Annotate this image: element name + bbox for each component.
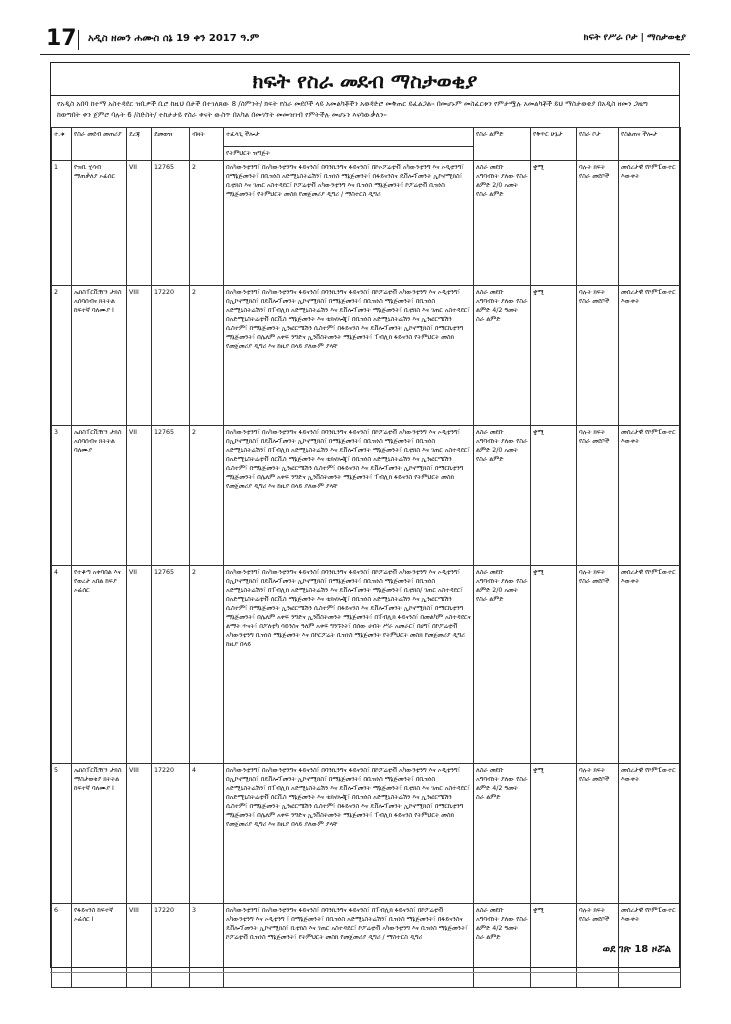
cell-no: 5 [52, 764, 72, 904]
header-education: የትምህርት ዝግጅት [224, 147, 474, 161]
cell-no: 1 [52, 161, 72, 286]
header-other: የስልጠና ችሎታ [619, 128, 681, 161]
cell-count: 2 [190, 286, 224, 426]
cell-other: መሰረታዊ የኮምፒውተር እውቀት [619, 161, 681, 286]
cell-grade: VIII [127, 904, 152, 988]
cell-grade: VIII [127, 286, 152, 426]
header-grade: ደረጃ [127, 128, 152, 161]
cell-position: የተቆጣ አቀባበል እና የወረታ አበል ከፍያ ኦፊሰር [72, 566, 127, 764]
cell-count: 2 [190, 426, 224, 566]
cell-education: በአካውንቲንግ፣ በአካውንቲንግና ፋይናንስ፣ በባንኪንግና ፋይናንስ፣ በኮኦፖሬቲቭ አካውንቲንግ እና ኦዲቲንግ፣ በማኔጅመንት፣ በቢዝነስ አድሚኒስትሬሽን፣ ቢዝነስ ማኔጅመንት፣ በፋይናንስና ዴቨሎፕመንት ኢኮኖሚክስ፣ ቢቲክስ እና ገጠር አስተዳደር፣ ኮፖሬቲቭ አካውንቲንግ እና ቢዝነስ ማኔጅመንት፣ ኮፖሬቲቭ ቢዝነስ ማኔጅመንት፣ የትምህርት መስክ የመጀመሪያ ዲግሪ / ማስተርስ ዲግሪ [224, 161, 474, 286]
jobs-table [51, 127, 681, 988]
header-workplace: የስራ ቦታ [577, 128, 619, 161]
cell-workplace: ባሉት ክፍት የስራ መደቦች [577, 904, 619, 988]
masthead [40, 26, 690, 55]
cell-salary: 12765 [152, 426, 190, 566]
cell-workplace: ባሉት ክፍት የስራ መደቦች [577, 426, 619, 566]
cell-count: 2 [190, 161, 224, 286]
cell-position: የፋይናንስ ከፍተኛ ኦፊሰር I [72, 904, 127, 988]
cell-position: ኤክስፐርቪዥን ታክስ ማስታወቂያ ክትትል ከፍተኛ ባለሙያ I [72, 764, 127, 904]
cell-employment: ቋሚ [531, 286, 577, 426]
cell-no: 4 [52, 566, 72, 764]
cell-salary: 12765 [152, 161, 190, 286]
cell-employment: ቋሚ [531, 904, 577, 988]
cell-other: መሰረታዊ የኮምፒውተር እውቀት [619, 286, 681, 426]
cell-employment: ቋሚ [531, 161, 577, 286]
cell-education: በአካውንቲንግ፣ በአካውንቲንግና ፋይናንስ፣ በባንኪንግና ፋይናንስ፣ በኮፖሬቲቭ አካውንቲንግ እና ኦዲቲንግ፣ በኢኮኖሚክስ፣ በዴቨሎፕመንት ኢኮኖሚክስ፣ በማኔጅመንት፣ በቢዝነስ ማኔጅመንት፣ በቢዝነስ አድሚኒስትሬሽን፣ በፐብሊክ አድሚኒስትሬሽን እና ዴቨሎፕመንት ማኔጅመንት፣ ቢቲክስ/ ገጠር አስተዳደር፣ በአድሚኒስትሬቲቭ ሰርቪስ ማኔጅመንት እና ቴክኖሎጂ፣ በቢዝነስ አድሚኒስትሬሽን እና ኢንፎርሜሽን ሲስተም፣ በማኔጅመንት ኢንፎርሜሽን ሲስተም፣ በፋይናንስ እና ዴቨሎፕመንት ኢኮኖሚክስ፣ በማርኬቲንግ ማኔጅመንት፣ በሌለም አቀፍ ንግድና ኢንቨስትመንት ማኔጅመንት፣ በፐብሊክ ፋይናንስ፣ በመልካም አስተዳደርና ልማት ጥናት፣ በፖለቲካ ሳይንስና ዓለም አቀፍ ግንኙነት፣ በሰው ሀብት ሥራ አመራር፣ በሀግ፣ በኮፖሬቲቭ አካውንቲንግ ቢዝነስ ማኔጅመንት እና በኮርፖሬት ቢዝነስ ማኔጅመንት የትምህርት መስክ የመጀመሪያ ዲግሪ ከዚያ በላይ [224, 566, 474, 764]
cell-grade: VII [127, 566, 152, 764]
cell-employment: ቋሚ [531, 764, 577, 904]
cell-salary: 17220 [152, 286, 190, 426]
table-row [52, 764, 681, 904]
header-requirements: ተፈላጊ ችሎታ [224, 128, 474, 147]
header-experience: የስራ ልምድ [474, 128, 531, 161]
cell-count: 4 [190, 764, 224, 904]
table-header-row [52, 128, 681, 147]
table-row [52, 161, 681, 286]
cell-experience: ለስራ መደቡ አግባብነት ያለው የስራ ልምድ 2/0 አመት የስራ ልምድ [474, 161, 531, 286]
cell-workplace: ባሉት ክፍት የስራ መደቦች [577, 286, 619, 426]
cell-education: በአካውንቲንግ፣ በአካውንቲንግና ፋይናንስ፣ በባንኪንግና ፋይናንስ፣ በኮፖሬቲቭ አካውንቲንግ እና ኦዲቲንግ፣ በኢኮኖሚክስ፣ በዴቨሎፕመንት ኢኮኖሚክስ፣ በማኔጅመንት፣ በቢዝነስ ማኔጅመንት፣ በቢዝነስ አድሚኒስትሬሽን፣ በፐብሊክ አድሚኒስትሬሽን እና ዴቨሎፕመንት ማኔጅመንት፣ ቢቲክስ እና ገጠር አስተዳደር፣ በአድሚኒስትሬቲቭ ሰርቪስ ማኔጅመንት እና ቴክኖሎጂ፣ በቢዝነስ አድሚኒስትሬሽን እና ኢንፎርሜሽን ሲስተም፣ በማኔጅመንት ኢንፎርሜሽን ሲስተም፣ በፋይናንስ እና ዴቨሎፕመንት ኢኮኖሚክስ፣ በማርኬቲንግ ማኔጅመንት፣ በሌለም አቀፍ ንግድና ኢንቨስትመንት ማኔጅመንት፣ ፐብሊክ ፋይናንስ የትምህርት መስክ የመጀመሪያ ዲግሪ እና ከዚያ በላይ ያለውም ያላቸ [224, 426, 474, 566]
newspaper-date-line: አዲስ ዘመን ሐሙስ ሰኔ 19 ቀን 2017 ዓ.ም [88, 33, 260, 44]
header-position: የስራ መደብ መጠሪያ [72, 128, 127, 161]
cell-no: 3 [52, 426, 72, 566]
header-employment: የቅጥር ሁኔታ [531, 128, 577, 161]
table-row [52, 426, 681, 566]
cell-workplace: ባሉት ክፍት የስራ መደቦች [577, 566, 619, 764]
job-notice-box [50, 62, 680, 968]
cell-workplace: ባሉት ክፍት የስራ መደቦች [577, 161, 619, 286]
cell-position: የዝቢ ሂሳብ ማጠቃለያ ኦፊሰር [72, 161, 127, 286]
cell-other: መሰረታዊ የኮምፒውተር እውቀት [619, 426, 681, 566]
cell-no: 2 [52, 286, 72, 426]
cell-experience: ለስራ መደቡ አግባብነት ያለው የስራ ልምድ 4/2 ዓመት ስራ ልምድ [474, 286, 531, 426]
cell-position: ኤክስፐርቪዥን ታክስ አሰባሰብና ክትትል ባለሙያ [72, 426, 127, 566]
notice-title: ክፍት የስራ መደብ ማስታወቂያ [252, 69, 478, 93]
cell-grade: VIII [127, 764, 152, 904]
notice-intro: የአዲስ አበባ ከተማ አስተዳደር ዝቢዎች ቢሮ ከዚህ በታች በተገለጸው 8 /ስምንት/ ክፍት የስራ መደቦች ላይ አመልካቾችን አወዳድሮ መቅጠር ይፈልጋል፡፡ በመሆኑም መስፈርቱን የምታሟሉ አመልካቾች ይህ ማስታወቂያ በአዲስ ዘመን ጋዜጣ ከወጣበት ቀን ጀምሮ ባሉት 6 /ስድስት/ ተከታታይ የስራ ቀናት ውስጥ በአካል በመገኘት መመዝገብ የምትችሉ መሆኑን እናሳውቃለን፡፡ [57, 100, 648, 119]
cell-salary: 12765 [152, 566, 190, 764]
header-salary: ደመወዝ [152, 128, 190, 161]
cell-other: መሰረታዊ የኮምፒውተር እውቀት [619, 566, 681, 764]
section-label: ክፍት የሥራ ቦታ | ማስታወቂያ [583, 33, 686, 43]
table-row [52, 566, 681, 764]
cell-employment: ቋሚ [531, 566, 577, 764]
masthead-divider [78, 30, 79, 50]
header-count: ብዛት [190, 128, 224, 161]
cell-salary: 17220 [152, 904, 190, 988]
cell-experience: ለስራ መደቡ አግባብነት ያለው የስራ ልምድ 4/2 ዓመት ስራ ልምድ [474, 904, 531, 988]
cell-count: 3 [190, 904, 224, 988]
cell-other: መሰረታዊ የኮምፒውተር እውቀት [619, 764, 681, 904]
cell-other: መሰረታዊ የኮምፒውተር እውቀት [619, 904, 681, 988]
table-row [52, 904, 681, 988]
cell-grade: VII [127, 161, 152, 286]
cell-experience: ለስራ መደቡ አግባብነት ያለው የስራ ልምድ 4/2 ዓመት ስራ ልምድ [474, 764, 531, 904]
cell-position: ኤክስፐርቪዥን ታክስ አሰባሰብና ክትትል ከፍተኛ ባለሙያ I [72, 286, 127, 426]
cell-education: በአካውንቲንግ፣ በአካውንቲንግና ፋይናንስ፣ በባንኪንግና ፋይናንስ፣ በኮፖሬቲቭ አካውንቲንግ እና ኦዲቲንግ፣ በኢኮኖሚክስ፣ በዴቨሎፕመንት ኢኮኖሚክስ፣ በማኔጅመንት፣ በቢዝነስ ማኔጅመንት፣ በቢዝነስ አድሚኒስትሬሽን፣ በፐብሊክ አድሚኒስትሬሽን እና ዴቨሎፕመንት ማኔጅመንት፣ ቢቲክስ እና ገጠር አስተዳደር፣ በአድሚኒስትሬቲቭ ሰርቪስ ማኔጅመንት እና ቴክኖሎጂ፣ በቢዝነስ አድሚኒስትሬሽን እና ኢንፎርሜሽን ሲስተም፣ በማኔጅመንት ኢንፎርሜሽን ሲስተም፣ በፋይናንስ እና ዴቨሎፕመንት ኢኮኖሚክስ፣ በማርኬቲንግ ማኔጅመንት፣ በሌለም አቀፍ ንግድና ኢንቨስትመንት ማኔጅመንት፣ ፐብሊክ ፋይናንስ የትምህርት መስክ የመጀመሪያ ዲግሪ እና ከዚያ በላይ ያለውም ያላቸ [224, 286, 474, 426]
bottom-rule [50, 972, 680, 973]
cell-workplace: ባሉት ክፍት የስራ መደቦች [577, 764, 619, 904]
cell-education: በአካውንቲንግ፣ በአካውንቲንግና ፋይናንስ፣ በባንኪንግና ፋይናንስ፣ በኮፖሬቲቭ አካውንቲንግ እና ኦዲቲንግ፣ በኢኮኖሚክስ፣ በዴቨሎፕመንት ኢኮኖሚክስ፣ በማኔጅመንት፣ በቢዝነስ ማኔጅመንት፣ በቢዝነስ አድሚኒስትሬሽን፣ በፐብሊክ አድሚኒስትሬሽን እና ዴቨሎፕመንት ማኔጅመንት፣ ቢቲክስ እና ገጠር አስተዳደር፣ በአድሚኒስትሬቲቭ ሰርቪስ ማኔጅመንት እና ቴክኖሎጂ፣ በቢዝነስ አድሚኒስትሬሽን እና ኢንፎርሜሽን ሲስተም፣ በማኔጅመንት ኢንፎርሜሽን ሲስተም፣ በፋይናንስ እና ዴቨሎፕመንት ኢኮኖሚክስ፣ በማርኬቲንግ ማኔጅመንት፣ በሌለም አቀፍ ንግድና ኢንቨስትመንት ማኔጅመንት፣ ፐብሊክ ፋይናንስ የትምህርት መስክ የመጀመሪያ ዲግሪ እና ከዚያ በላይ ያለውም ያላቸ [224, 764, 474, 904]
cell-salary: 17220 [152, 764, 190, 904]
cell-experience: ለስራ መደቡ አግባብነት ያለው የስራ ልምድ 2/0 አመት የስራ ልምድ [474, 566, 531, 764]
cell-grade: VII [127, 426, 152, 566]
header-no: ተ.ቁ [52, 128, 72, 161]
cell-experience: ለስራ መደቡ አግባብነት ያለው የስራ ልምድ 2/0 አመት የስራ ልምድ [474, 426, 531, 566]
cell-count: 2 [190, 566, 224, 764]
cell-employment: ቋሚ [531, 426, 577, 566]
cell-education: በአካውንቲንግ፣ በአካውንቲንግና ፋይናንስ፣ በባንኪንግና ፋይናንስ፣ በፐብሊክ ፋይናንስ፣ በኮፖሬቲቭ አካውንቲንግ እና ኦዲቲንግ ፣ በማኔጅመንት፣ በቢዝነስ አድሚኒስትሬሽን፣ ቢዝነስ ማኔጅመንት፣ በፋይናንስና ዴቨሎፕመንት ኢኮኖሚክስ፣ ቢቲክስ እና ገጠር አስተዳደር፣ ኮፖሬቲቭ አካውንቲንግ እና ቢዝነስ ማኔጅመንት፣ ኮፖሬቲቭ ቢዝነስ ማኔጅመንት፣ የትምህርት መስክ የመጀመሪያ ዲግሪ / ማስተርስ ዲግሪ [224, 904, 474, 988]
cell-no: 6 [52, 904, 72, 988]
continued-on-next-page: ወደ ገጽ 18 ዞሯል [602, 944, 671, 955]
table-row [52, 286, 681, 426]
page-number: 17 [46, 26, 77, 51]
